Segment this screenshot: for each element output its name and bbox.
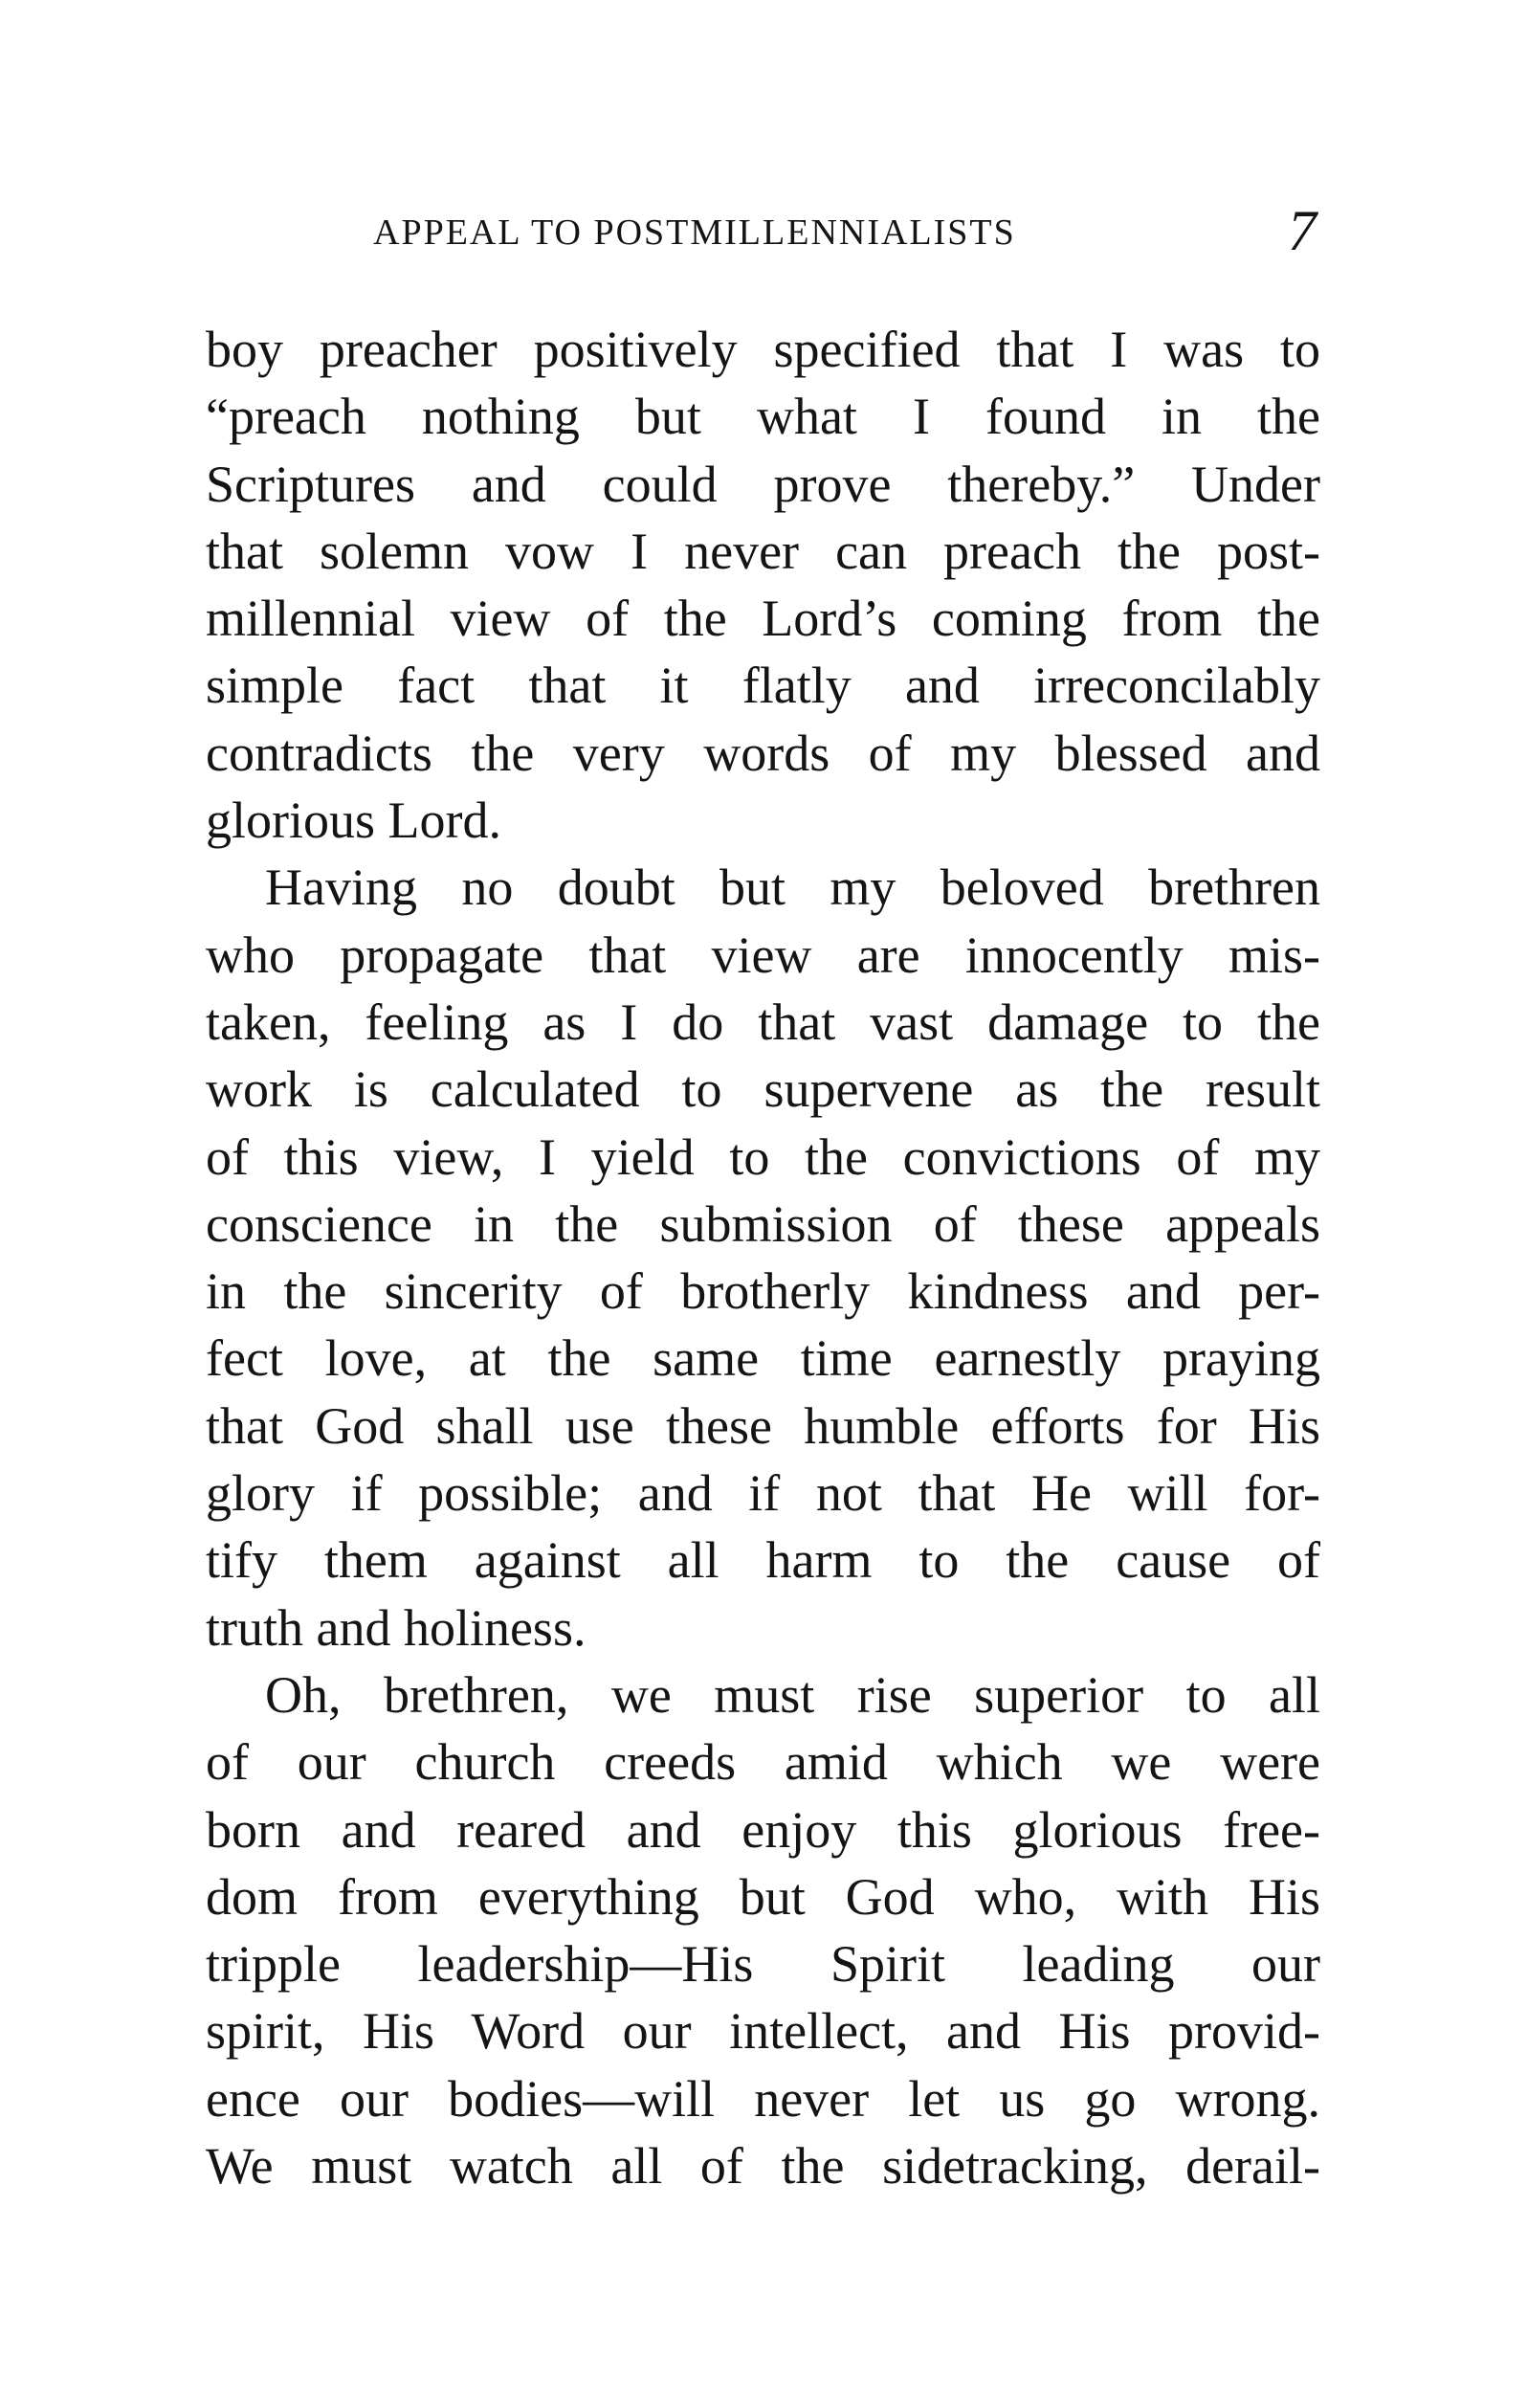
running-title: APPEAL TO POSTMILLENNIALISTS — [373, 212, 1016, 253]
text-line: conscience in the submission of these appeals — [206, 1194, 1320, 1253]
page-number: 7 — [1288, 199, 1317, 262]
text-line: that solemn vow I never can preach the post- — [206, 522, 1320, 580]
body-text — [206, 316, 1320, 2199]
text-line: of this view, I yield to the convictions of my — [206, 1127, 1320, 1186]
text-line: simple fact that it flatly and irreconcilably — [206, 657, 1320, 715]
text-line: glory if possible; and if not that He will for- — [206, 1464, 1320, 1523]
text-line: tify them against all harm to the cause of — [206, 1531, 1320, 1590]
text-line: Having no doubt but my beloved brethren — [265, 858, 1320, 917]
text-line: fect love, at the same time earnestly praying — [206, 1329, 1320, 1388]
text-line: “preach nothing but what I found in the — [206, 388, 1320, 446]
text-line: spirit, His Word our intellect, and His provid- — [206, 2002, 1320, 2061]
text-line: who propagate that view are innocently mis- — [206, 925, 1320, 984]
text-line: glorious Lord. — [206, 792, 501, 850]
text-line: contradicts the very words of my blessed and — [206, 724, 1320, 782]
text-line: truth and holiness. — [206, 1598, 586, 1657]
text-line: We must watch all of the sidetracking, derail- — [206, 2137, 1320, 2196]
text-line: taken, feeling as I do that vast damage to the — [206, 992, 1320, 1051]
text-line: millennial view of the Lord’s coming from the — [206, 590, 1320, 648]
text-line: tripple leadership—His Spirit leading our — [206, 1935, 1320, 1994]
text-line: of our church creeds amid which we were — [206, 1733, 1320, 1792]
text-line: ence our bodies—will never let us go wrong. — [206, 2069, 1320, 2128]
text-line: in the sincerity of brotherly kindness and per- — [206, 1262, 1320, 1321]
text-line: born and reared and enjoy this glorious free- — [206, 1800, 1320, 1859]
text-line: boy preacher positively specified that I was to — [206, 321, 1320, 378]
text-line: dom from everything but God who, with His — [206, 1867, 1320, 1926]
text-line: Scriptures and could prove thereby.” Under — [206, 455, 1320, 513]
text-line: work is calculated to supervene as the result — [206, 1060, 1320, 1119]
text-line: Oh, brethren, we must rise superior to all — [265, 1665, 1320, 1724]
text-line: that God shall use these humble efforts for His — [206, 1396, 1320, 1455]
